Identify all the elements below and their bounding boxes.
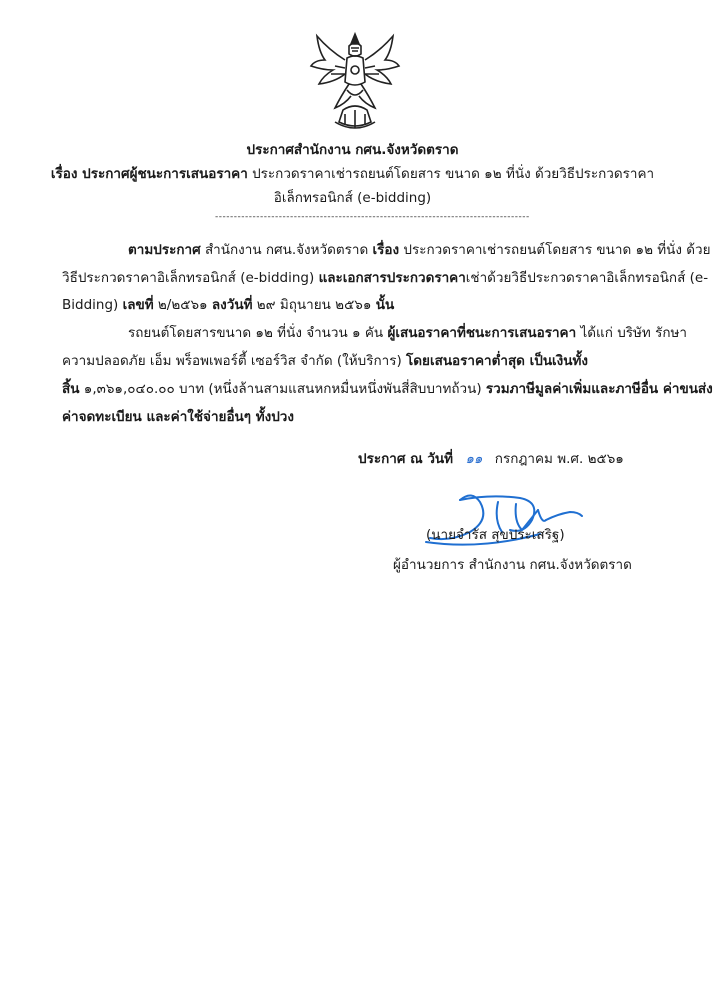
signer-title: ผู้อำนวยการ สำนักงาน กศน.จังหวัดตราด [393,557,632,573]
subject-line [40,162,665,184]
heading-text: ประกาศสำนักงาน กศน.จังหวัดตราด [246,142,459,158]
body-text: ลงวันที่ [211,297,253,313]
body-text: ประกวดราคาเช่ารถยนต์โดยสาร ขนาด ๑๒ ที่นั่ง ด้วย [399,242,711,258]
body-text: ผู้เสนอราคาที่ชนะการเสนอราคา [387,325,577,341]
body-text: ๒/๒๕๖๑ [153,297,212,313]
body-text: สำนักงาน กศน.จังหวัดตราด [200,242,373,258]
announce-month-year: กรกฎาคม พ.ศ. ๒๕๖๑ [494,451,624,467]
body-text: ๑,๓๖๑,๐๔๐.๐๐ บาท (หนึ่งล้านสามแสนหกหมื่นหนึ่งพันสี่สิบบาทถ้วน) [79,381,486,397]
subject-text-continued: อิเล็กทรอนิกส์ (e-bidding) [273,190,432,206]
body-text: Bidding) [62,297,123,313]
body-line-6 [62,377,713,399]
body-line-4 [62,321,718,343]
body-line-3 [62,293,652,315]
subject-text: ประกวดราคาเช่ารถยนต์โดยสาร ขนาด ๑๒ ที่นั่ง ด้วยวิธีประกวดราคา [247,166,655,182]
body-line-1 [62,238,718,260]
garuda-emblem-icon [305,30,405,135]
body-text: ได้แก่ [576,325,618,341]
body-text: ตามประกาศ [128,242,201,258]
body-line-5 [62,349,652,371]
body-text: โดยเสนอราคาต่ำสุด เป็นเงินทั้ง [406,353,588,369]
subject-label: เรื่อง ประกาศผู้ชนะการเสนอราคา [50,166,248,182]
body-text: ความปลอดภัย เอ็ม พร็อพเพอร์ตี้ เซอร์วิส จำกัด (ให้บริการ) [62,353,407,369]
body-text: บริษัท รักษา [617,325,688,341]
body-text: วิธีประกวดราคาอิเล็กทรอนิกส์ (e-bidding) [62,270,319,286]
body-text: เช่าด้วยวิธีประกวดราคาอิเล็กทรอนิกส์ (e- [465,270,709,286]
body-text: ค่าจดทะเบียน และค่าใช้จ่ายอื่นๆ ทั้งปวง [62,409,294,425]
body-text: สิ้น [62,381,80,397]
body-text: ๒๙ มิถุนายน ๒๕๖๑ [252,297,376,313]
divider-line: ------------------------------------------------------------------------------------ [215,212,530,222]
handwritten-day: ๑๑ [465,451,483,467]
body-text: และเอกสารประกวดราคา [318,270,466,286]
subject-line-continued [40,186,665,208]
body-text: เรื่อง [372,242,400,258]
body-text: รวมภาษีมูลค่าเพิ่มและภาษีอื่น ค่าขนส่ง [485,381,713,397]
announce-label: ประกาศ ณ วันที่ [358,451,454,467]
body-text: เลขที่ [122,297,154,313]
body-text: รถยนต์โดยสารขนาด ๑๒ ที่นั่ง จำนวน ๑ คัน [128,325,388,341]
body-text: นั้น [375,297,395,313]
signer-name: (นายจำรัส สุขประเสริฐ) [426,527,565,543]
body-line-2 [62,266,709,288]
announcement-heading [40,138,665,160]
body-line-7 [62,405,652,427]
announcement-date [358,447,624,469]
